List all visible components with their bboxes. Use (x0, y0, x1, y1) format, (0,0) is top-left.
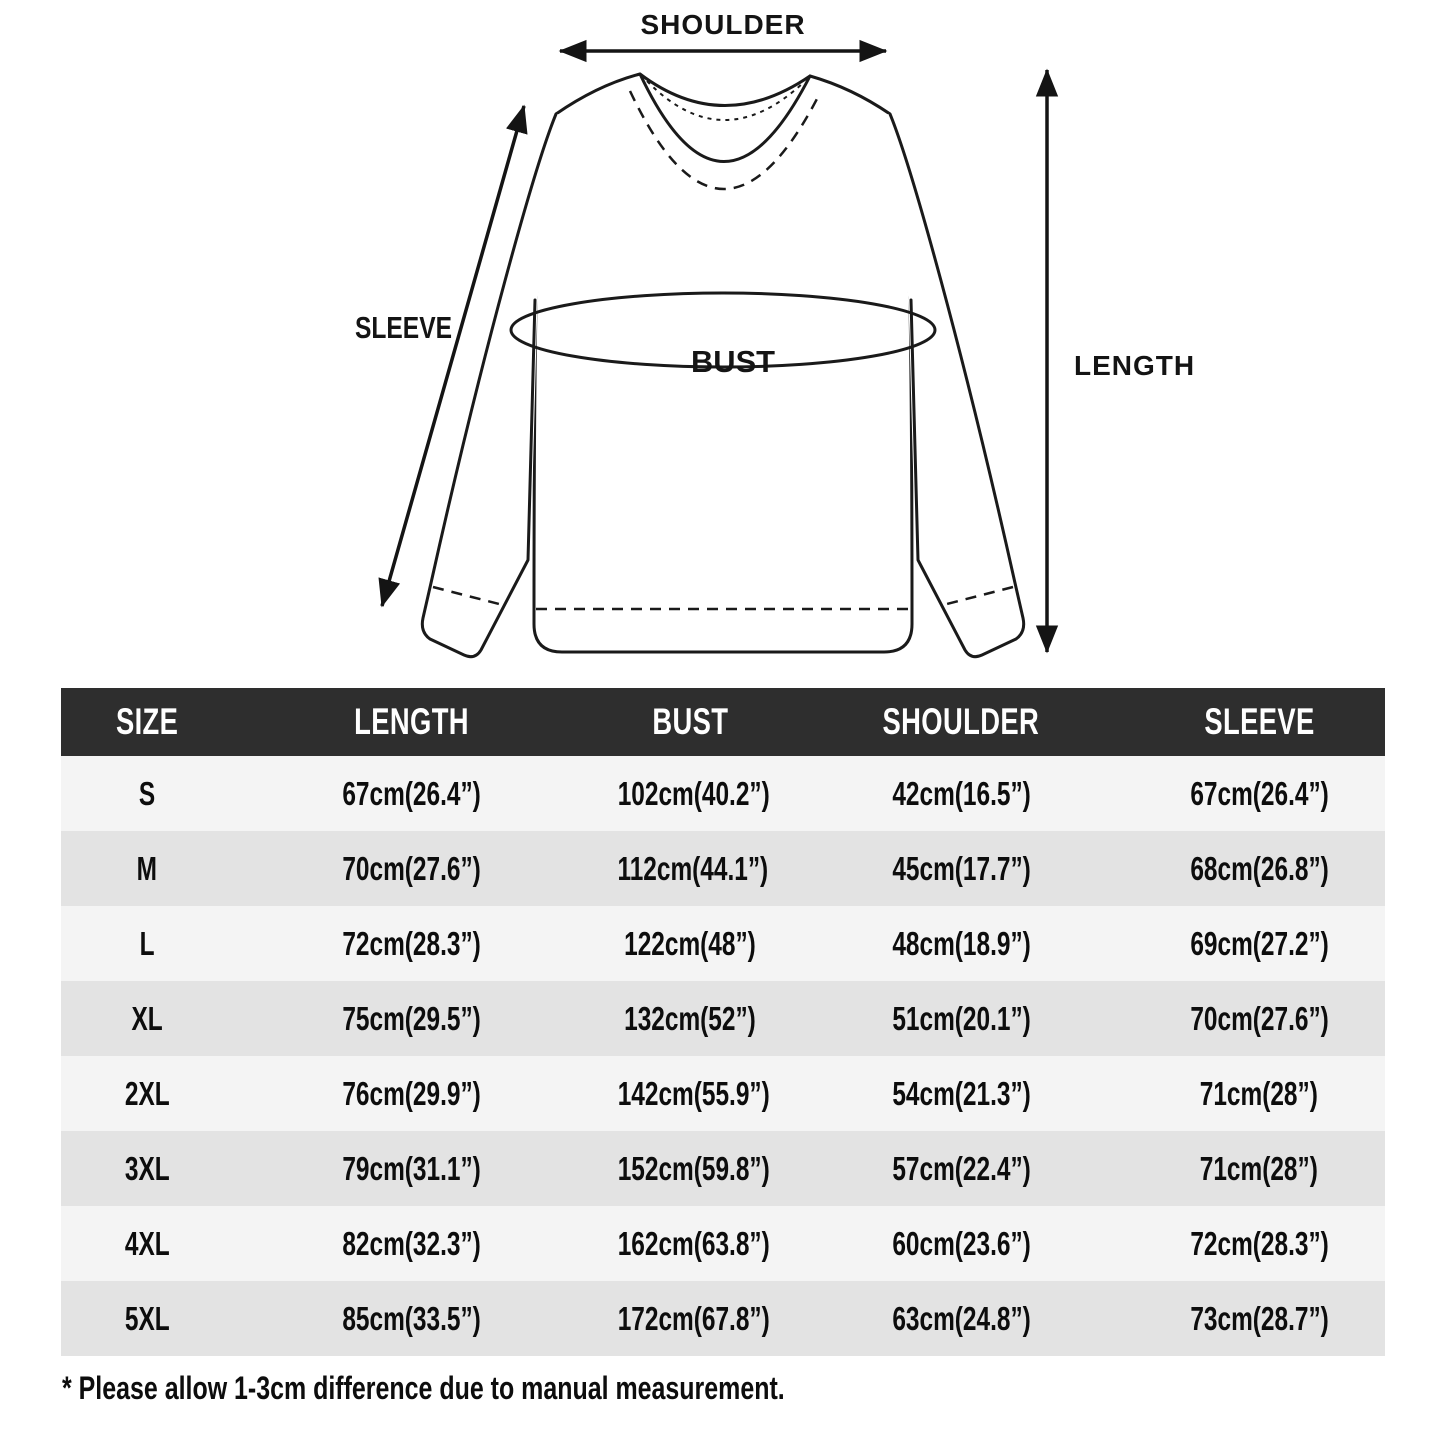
cell-size: L (139, 924, 155, 962)
cell-shoulder: 54cm(21.3”) (892, 1074, 1031, 1112)
length-label: LENGTH (1074, 350, 1196, 381)
cell-sleeve: 71cm(28”) (1200, 1149, 1319, 1187)
shoulder-label: SHOULDER (640, 9, 806, 40)
cell-size: XL (131, 999, 163, 1037)
cell-bust: 142cm(55.9”) (617, 1074, 770, 1112)
col-header-shoulder: SHOULDER (789, 688, 1133, 756)
cell-size: 5XL (124, 1299, 170, 1337)
cell-length: 75cm(29.5”) (342, 999, 482, 1037)
cell-sleeve: 68cm(26.8”) (1189, 849, 1329, 887)
cell-sleeve: 73cm(28.7”) (1189, 1299, 1329, 1337)
cell-length: 72cm(28.3”) (342, 924, 482, 962)
cell-bust: 132cm(52”) (624, 999, 756, 1037)
cell-sleeve: 67cm(26.4”) (1189, 774, 1329, 812)
cell-size: 3XL (124, 1149, 170, 1187)
cell-size: S (138, 774, 156, 812)
cell-bust: 122cm(48”) (624, 924, 756, 962)
cell-shoulder: 60cm(23.6”) (892, 1224, 1031, 1262)
col-header-bust: BUST (591, 688, 790, 756)
cell-shoulder: 42cm(16.5”) (892, 774, 1031, 812)
cell-bust: 172cm(67.8”) (617, 1299, 770, 1337)
cell-shoulder: 63cm(24.8”) (892, 1299, 1031, 1337)
cell-length: 82cm(32.3”) (342, 1224, 482, 1262)
bust-label: BUST (691, 344, 776, 379)
cell-sleeve: 72cm(28.3”) (1189, 1224, 1329, 1262)
cell-bust: 102cm(40.2”) (617, 774, 770, 812)
cell-bust: 112cm(44.1”) (617, 849, 768, 887)
cell-shoulder: 57cm(22.4”) (892, 1149, 1031, 1187)
cell-sleeve: 70cm(27.6”) (1189, 999, 1329, 1037)
col-header-size: SIZE (61, 688, 233, 756)
table-row (61, 1281, 1385, 1356)
table-row (61, 981, 1385, 1056)
cell-length: 79cm(31.1”) (342, 1149, 482, 1187)
cell-bust: 152cm(59.8”) (617, 1149, 770, 1187)
size-chart-table (61, 688, 1385, 1356)
cell-size: 2XL (124, 1074, 170, 1112)
table-row (61, 1131, 1385, 1206)
cell-shoulder: 51cm(20.1”) (892, 999, 1031, 1037)
sweater-measurement-diagram (0, 0, 1445, 686)
cell-length: 70cm(27.6”) (342, 849, 482, 887)
cell-size: M (136, 849, 158, 887)
table-row (61, 1056, 1385, 1131)
sleeve-label: SLEEVE (355, 310, 452, 345)
cell-length: 85cm(33.5”) (342, 1299, 482, 1337)
cell-length: 67cm(26.4”) (342, 774, 482, 812)
cell-sleeve: 69cm(27.2”) (1189, 924, 1329, 962)
col-header-length: LENGTH (233, 688, 590, 756)
measurement-footnote (62, 1370, 1445, 1407)
table-row (61, 756, 1385, 831)
cell-shoulder: 48cm(18.9”) (892, 924, 1031, 962)
col-header-sleeve: SLEEVE (1133, 688, 1385, 756)
table-row (61, 831, 1385, 906)
cell-length: 76cm(29.9”) (342, 1074, 482, 1112)
table-row (61, 1206, 1385, 1281)
table-header-row (61, 688, 1385, 756)
cell-shoulder: 45cm(17.7”) (892, 849, 1031, 887)
table-row (61, 906, 1385, 981)
measurement-footnote-text: * Please allow 1-3cm difference due to manual measurement. (62, 1370, 785, 1406)
cell-bust: 162cm(63.8”) (617, 1224, 770, 1262)
cell-sleeve: 71cm(28”) (1200, 1074, 1319, 1112)
cell-size: 4XL (124, 1224, 170, 1262)
